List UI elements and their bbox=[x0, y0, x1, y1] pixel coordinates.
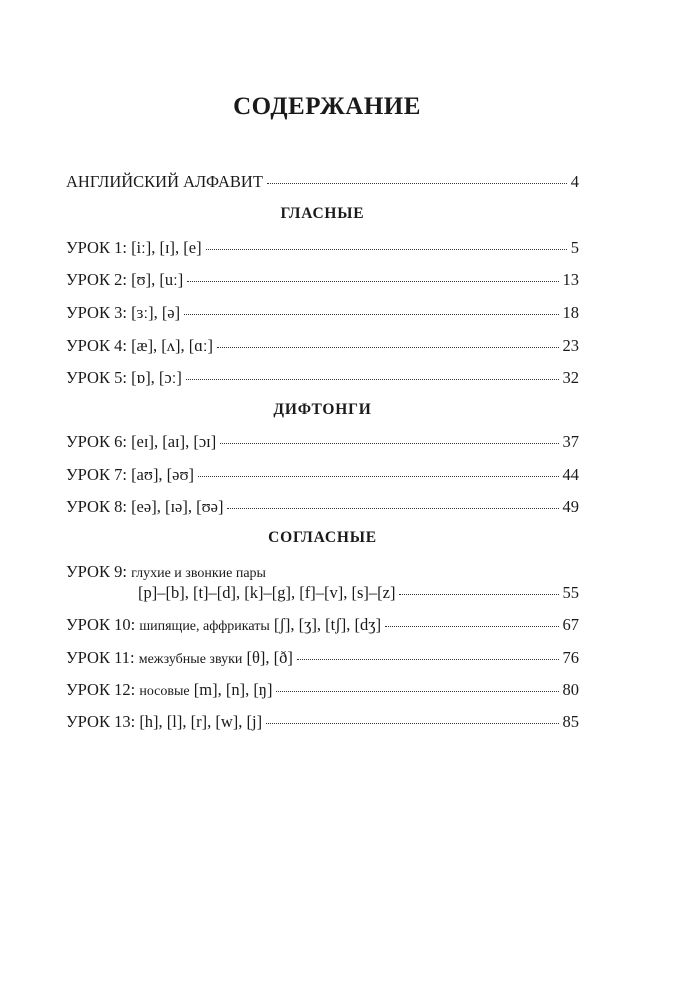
entry-label: УРОК 1: [iː], [ɪ], [e] bbox=[66, 238, 202, 257]
page-number: 32 bbox=[562, 368, 579, 387]
entry-label: УРОК 7: [aʊ], [əʊ] bbox=[66, 465, 195, 484]
toc-entry-lesson-9[interactable] bbox=[138, 583, 579, 607]
dot-leader bbox=[220, 442, 558, 444]
entry-label: УРОК 8: [eə], [ɪə], [ʊə] bbox=[66, 497, 224, 516]
section-heading-vowels: ГЛАСНЫЕ bbox=[280, 205, 365, 222]
entry-label-head: УРОК 12: bbox=[66, 680, 136, 699]
page-number: 85 bbox=[562, 712, 579, 731]
page-number: 4 bbox=[570, 172, 579, 191]
page-number: 5 bbox=[570, 238, 579, 257]
dot-leader bbox=[184, 313, 558, 315]
dot-leader bbox=[227, 507, 558, 509]
entry-label: [p]–[b], [t]–[d], [k]–[g], [f]–[v], [s]–[z] bbox=[138, 583, 396, 602]
entry-label: УРОК 13: [h], [l], [r], [w], [j] bbox=[66, 712, 263, 731]
page-number: 37 bbox=[562, 432, 579, 451]
entry-label bbox=[66, 680, 272, 700]
entry-label: УРОК 6: [eɪ], [aɪ], [ɔɪ] bbox=[66, 432, 217, 451]
toc-entry-lesson-11[interactable] bbox=[66, 648, 579, 672]
page-number: 55 bbox=[562, 583, 579, 602]
dot-leader bbox=[385, 625, 558, 627]
entry-label: УРОК 2: [ʊ], [uː] bbox=[66, 270, 184, 289]
dot-leader bbox=[186, 378, 559, 380]
entry-label-head: УРОК 9: bbox=[66, 562, 127, 581]
toc-entry-lesson-10[interactable] bbox=[66, 615, 579, 639]
toc-entry-lesson-12[interactable] bbox=[66, 680, 579, 704]
entry-label-subtitle: носовые bbox=[139, 684, 190, 699]
toc-entry-lesson-1[interactable] bbox=[66, 238, 579, 262]
entry-label-subtitle: межзубные звуки bbox=[138, 652, 243, 667]
toc-entry-lesson-5[interactable] bbox=[66, 368, 579, 392]
dot-leader bbox=[276, 690, 558, 692]
entry-label-symbols: [ʃ], [ʒ], [tʃ], [dʒ] bbox=[273, 615, 382, 634]
page-number: 23 bbox=[562, 336, 579, 355]
page-number: 76 bbox=[562, 648, 579, 667]
entry-label bbox=[66, 648, 293, 668]
toc-entry-lesson-7[interactable] bbox=[66, 465, 579, 489]
toc-entry-lesson-13[interactable] bbox=[66, 712, 579, 736]
entry-label: УРОК 3: [ɜː], [ə] bbox=[66, 303, 181, 322]
entry-label-subtitle: глухие и звонкие пары bbox=[131, 566, 266, 581]
dot-leader bbox=[198, 475, 558, 477]
page-number: 13 bbox=[562, 270, 579, 289]
entry-label: АНГЛИЙСКИЙ АЛФАВИТ bbox=[66, 172, 263, 191]
toc-entry-lesson-6[interactable] bbox=[66, 432, 579, 456]
dot-leader bbox=[266, 722, 558, 724]
entry-label: УРОК 4: [æ], [ʌ], [ɑː] bbox=[66, 336, 214, 355]
entry-label bbox=[66, 615, 381, 635]
toc-entry-lesson-2[interactable] bbox=[66, 270, 579, 294]
toc-entry-lesson-9-head[interactable] bbox=[66, 562, 266, 582]
entry-label-symbols: [θ], [ð] bbox=[246, 648, 293, 667]
page-number: 49 bbox=[562, 497, 579, 516]
toc-entry-lesson-4[interactable] bbox=[66, 336, 579, 360]
page-number: 80 bbox=[562, 680, 579, 699]
dot-leader bbox=[187, 280, 558, 282]
entry-label-head: УРОК 11: bbox=[66, 648, 135, 667]
toc-entry-alphabet[interactable] bbox=[66, 172, 579, 196]
toc-entry-lesson-3[interactable] bbox=[66, 303, 579, 327]
entry-label-head: УРОК 10: bbox=[66, 615, 136, 634]
page-number: 44 bbox=[562, 465, 579, 484]
page-number: 18 bbox=[562, 303, 579, 322]
section-heading-consonants: СОГЛАСНЫЕ bbox=[268, 529, 377, 546]
dot-leader bbox=[399, 593, 558, 595]
dot-leader bbox=[217, 346, 558, 348]
toc-entry-lesson-8[interactable] bbox=[66, 497, 579, 521]
dot-leader bbox=[267, 182, 567, 184]
section-heading-diphthongs: ДИФТОНГИ bbox=[273, 401, 372, 418]
page-title: СОДЕРЖАНИЕ bbox=[233, 93, 421, 120]
dot-leader bbox=[297, 658, 559, 660]
entry-label-subtitle: шипящие, аффрикаты bbox=[139, 619, 270, 634]
dot-leader bbox=[206, 248, 567, 250]
entry-label: УРОК 5: [ɒ], [ɔː] bbox=[66, 368, 182, 387]
page-number: 67 bbox=[562, 615, 579, 634]
entry-label-symbols: [m], [n], [ŋ] bbox=[193, 680, 273, 699]
